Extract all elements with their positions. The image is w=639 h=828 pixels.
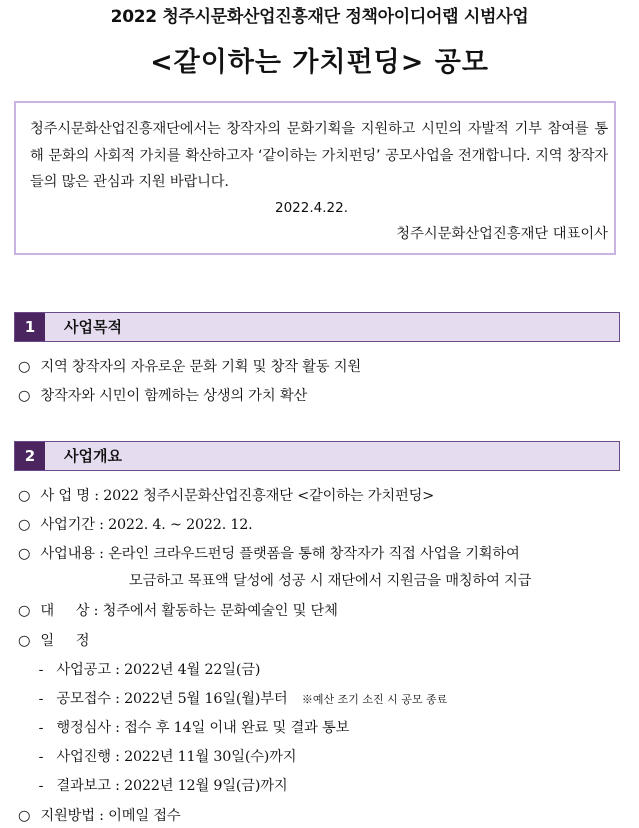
schedule-label: 행정심사 : xyxy=(56,720,120,736)
overview-label: 일 정 xyxy=(40,633,90,649)
schedule-label: 공모접수 : xyxy=(56,691,120,707)
overview-period xyxy=(18,514,618,534)
dash-bullet-icon: - xyxy=(38,720,44,736)
dash-bullet-icon: - xyxy=(38,662,44,678)
notice-body: 청주시문화산업진흥재단에서는 창작자의 문화기획을 지원하고 시민의 자발적 기부 참여를 통해 문화의 사회적 가치를 확산하고자 ‘같이하는 가치펀딩’ 공모사업을 전개합니다. 지역 창작자들의 많은 관심과 지원 바랍니다. xyxy=(30,121,608,190)
circle-bullet-icon: ○ xyxy=(18,633,31,649)
section-2-title: 사업개요 xyxy=(64,447,122,465)
schedule-note: ※예산 조기 소진 시 공모 종료 xyxy=(301,693,448,706)
overview-value: 이메일 접수 xyxy=(108,808,181,824)
schedule-item xyxy=(30,746,630,766)
dash-bullet-icon: - xyxy=(38,778,44,794)
schedule-label: 사업공고 : xyxy=(56,662,120,678)
page-subtitle: 2022 청주시문화산업진흥재단 정책아이디어랩 시범사업 xyxy=(110,7,529,27)
purpose-item-text: 창작자와 시민이 함께하는 상생의 가치 확산 xyxy=(40,388,308,404)
section-1-number: 1 xyxy=(15,313,45,341)
circle-bullet-icon: ○ xyxy=(18,359,31,375)
overview-value: 2022 청주시문화산업진흥재단 <같이하는 가치펀딩> xyxy=(103,488,434,504)
overview-value: 온라인 크라우드펀딩 플랫폼을 통해 창작자가 직접 사업을 기획하여 xyxy=(108,546,520,562)
overview-content-cont xyxy=(129,570,619,590)
overview-value: 청주에서 활동하는 문화예술인 및 단체 xyxy=(102,603,338,619)
purpose-item-text: 지역 창작자의 자유로운 문화 기획 및 창작 활동 지원 xyxy=(40,359,361,375)
overview-label: 지원방법 : xyxy=(40,808,104,824)
schedule-item xyxy=(30,659,630,679)
schedule-item xyxy=(30,775,630,795)
schedule-label: 사업진행 : xyxy=(56,749,120,765)
overview-label: 사업내용 : xyxy=(40,546,104,562)
overview-label: 사 업 명 : xyxy=(40,488,99,504)
overview-target xyxy=(18,600,618,620)
overview-name xyxy=(18,485,618,505)
overview-label: 사업기간 : xyxy=(40,517,104,533)
circle-bullet-icon: ○ xyxy=(18,517,31,533)
section-1-title: 사업목적 xyxy=(64,318,122,336)
dash-bullet-icon: - xyxy=(38,691,44,707)
dash-bullet-icon: - xyxy=(38,749,44,765)
circle-bullet-icon: ○ xyxy=(18,808,31,824)
schedule-item xyxy=(30,688,630,708)
circle-bullet-icon: ○ xyxy=(18,388,31,404)
notice-date: 2022.4.22. xyxy=(275,200,348,216)
overview-content xyxy=(18,543,618,563)
circle-bullet-icon: ○ xyxy=(18,488,31,504)
notice-signature: 청주시문화산업진흥재단 대표이사 xyxy=(396,226,608,242)
schedule-value: 접수 후 14일 이내 완료 및 결과 통보 xyxy=(124,720,350,736)
overview-value: 모금하고 목표액 달성에 성공 시 재단에서 지원금을 매칭하여 지급 xyxy=(129,573,532,589)
overview-schedule xyxy=(18,630,618,650)
circle-bullet-icon: ○ xyxy=(18,603,31,619)
purpose-item xyxy=(18,356,618,376)
circle-bullet-icon: ○ xyxy=(18,546,31,562)
overview-method xyxy=(18,805,618,825)
overview-label: 대 상 : xyxy=(40,603,99,619)
page-title: <같이하는 가치펀딩> 공모 xyxy=(150,47,489,78)
overview-value: 2022. 4. ~ 2022. 12. xyxy=(108,517,253,533)
schedule-label: 결과보고 : xyxy=(56,778,120,794)
schedule-value: 2022년 12월 9일(금)까지 xyxy=(124,778,288,794)
section-2-number: 2 xyxy=(15,442,45,470)
schedule-value: 2022년 11월 30일(수)까지 xyxy=(124,749,297,765)
schedule-value: 2022년 5월 16일(월)부터 xyxy=(124,691,288,707)
schedule-value: 2022년 4월 22일(금) xyxy=(124,662,261,678)
purpose-item xyxy=(18,385,618,405)
schedule-item xyxy=(30,717,630,737)
